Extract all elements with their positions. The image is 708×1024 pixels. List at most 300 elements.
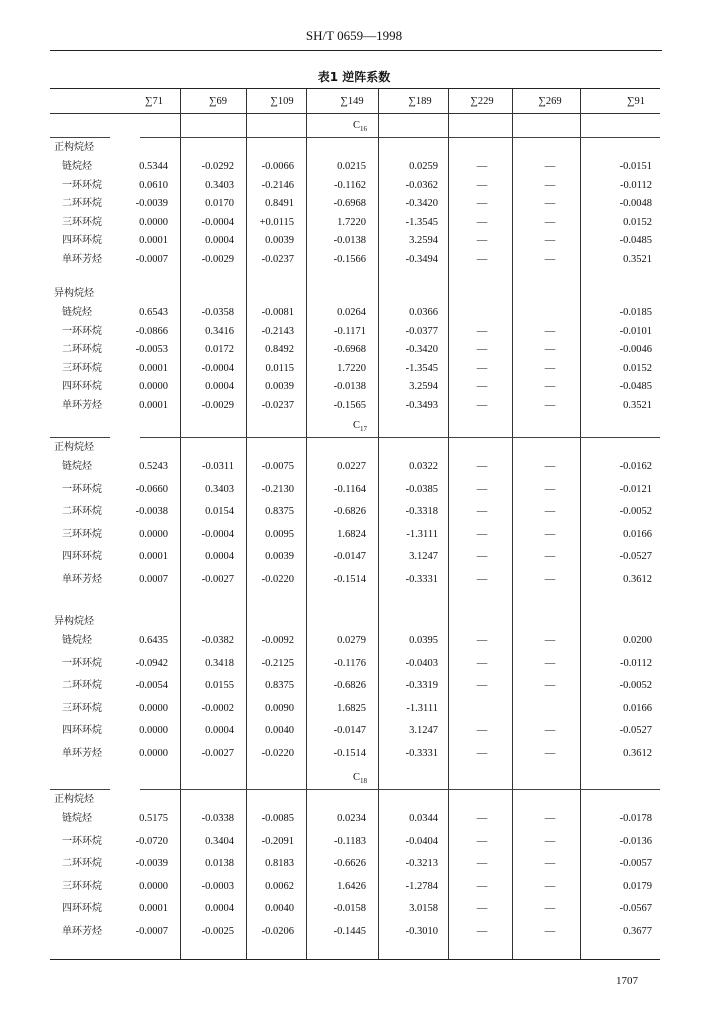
table-cell: —	[476, 461, 488, 472]
column-header: ∑269	[538, 96, 562, 107]
table-cell: 0.0000	[139, 880, 168, 892]
table-cell: —	[544, 235, 556, 246]
table-cell: 0.6435	[139, 635, 168, 646]
table-cell: —	[544, 680, 556, 691]
table-cell: 0.0004	[205, 551, 234, 562]
table-cell: 0.0259	[409, 161, 438, 172]
table-cell: 0.0090	[265, 702, 294, 714]
table-cell: -0.6968	[333, 198, 366, 209]
table-cell: -0.0237	[261, 399, 294, 411]
table-cell: —	[544, 813, 556, 824]
table-cell: -0.3420	[405, 198, 438, 209]
table-cell: 0.0170	[205, 198, 234, 209]
table-cell: -0.6626	[333, 858, 366, 869]
row-label: 二环环烷	[62, 506, 102, 517]
table-cell: 0.0344	[409, 813, 438, 824]
row-label: 单环芳烃	[62, 399, 102, 411]
table-cell: 0.0004	[205, 381, 234, 392]
table-cell: 0.3677	[623, 925, 652, 937]
table-cell: -0.2143	[261, 325, 294, 337]
table-cell: 0.0095	[265, 528, 294, 540]
table-cell: -1.3545	[405, 216, 438, 228]
table-cell: -0.3213	[405, 858, 438, 869]
table-cell: —	[476, 880, 488, 892]
row-label: 四环环烷	[62, 381, 102, 392]
table-cell: —	[544, 506, 556, 517]
table-cell: —	[476, 235, 488, 246]
table-cell: —	[476, 725, 488, 736]
column-header: ∑149	[340, 96, 364, 107]
table-cell: -0.0527	[619, 551, 652, 562]
table-cell: -0.0147	[333, 551, 366, 562]
table-cell: -0.0362	[405, 179, 438, 191]
table-cell: 0.0279	[337, 635, 366, 646]
table-cell: —	[544, 399, 556, 411]
table-cell: —	[476, 253, 488, 265]
page-number: 1707	[616, 975, 638, 987]
table-cell: -0.3319	[405, 680, 438, 691]
carbon-label: C	[352, 420, 360, 431]
table-cell: -0.0121	[619, 483, 652, 495]
table-cell: —	[476, 362, 488, 374]
table-cell: -0.0237	[261, 253, 294, 265]
table-cell: -0.0136	[619, 835, 652, 847]
table-cell: 1.7220	[337, 362, 366, 374]
row-label: 二环环烷	[62, 198, 102, 209]
table-cell: -0.0866	[135, 325, 168, 337]
table-cell: —	[476, 344, 488, 355]
table-cell: 0.6543	[139, 307, 168, 318]
table-cell: -0.1171	[334, 325, 366, 337]
table-cell: -0.0101	[619, 325, 652, 337]
section-header	[320, 119, 400, 136]
row-label: 链烷烃	[62, 461, 92, 472]
table-cell: —	[476, 179, 488, 191]
table-cell: -0.3420	[405, 344, 438, 355]
table-cell: —	[544, 835, 556, 847]
group-title: 正构烷烃	[54, 142, 94, 153]
table-cell: -0.0567	[619, 903, 652, 914]
table-cell: 1.7220	[337, 216, 366, 228]
row-label: 二环环烷	[62, 858, 102, 869]
table-cell: -0.0403	[405, 657, 438, 669]
table-cell: -0.1162	[334, 179, 366, 191]
table-cell: —	[476, 813, 488, 824]
row-label: 四环环烷	[62, 235, 102, 246]
table-cell: -0.0075	[261, 461, 294, 472]
table-cell: —	[476, 483, 488, 495]
table-cell: —	[476, 381, 488, 392]
table-cell: 0.0001	[139, 399, 168, 411]
table-cell: 0.0610	[139, 179, 168, 191]
column-header: ∑189	[408, 96, 432, 107]
carbon-subscript: 18	[360, 777, 367, 786]
table-cell: 0.0227	[337, 461, 366, 472]
row-label: 链烷烃	[62, 635, 92, 646]
table-cell: 0.0000	[139, 381, 168, 392]
row-label: 三环环烷	[62, 528, 102, 540]
table-cell: -0.3010	[405, 925, 438, 937]
coefficient-table	[50, 88, 660, 960]
table-cell: —	[476, 198, 488, 209]
table-cell: —	[544, 325, 556, 337]
table-cell: —	[544, 381, 556, 392]
table-cell: -0.0206	[261, 925, 294, 937]
table-cell: —	[476, 635, 488, 646]
table-cell: -0.0660	[135, 483, 168, 495]
carbon-label: C	[352, 772, 360, 783]
carbon-subscript: 16	[360, 125, 367, 134]
table-cell: -0.0004	[201, 362, 234, 374]
table-cell: -0.3318	[405, 506, 438, 517]
table-cell: -0.1565	[333, 399, 366, 411]
table-cell: -0.1514	[333, 573, 366, 585]
table-cell: —	[544, 725, 556, 736]
row-label: 三环环烷	[62, 362, 102, 374]
table-cell: 0.3418	[205, 657, 234, 669]
table-cell: -0.3331	[405, 573, 438, 585]
table-cell: 0.0039	[265, 235, 294, 246]
table-cell: -0.6826	[333, 680, 366, 691]
table-cell: -0.0377	[405, 325, 438, 337]
table-cell: -0.0138	[333, 381, 366, 392]
table-cell: —	[544, 179, 556, 191]
row-label: 三环环烷	[62, 880, 102, 892]
table-cell: —	[476, 216, 488, 228]
table-cell: -0.0220	[261, 573, 294, 585]
table-cell: -0.0358	[201, 307, 234, 318]
table-cell: 0.8183	[265, 858, 294, 869]
table-cell: -0.0046	[619, 344, 652, 355]
table-cell: -0.1445	[333, 925, 366, 937]
table-cell: 0.0004	[205, 725, 234, 736]
carbon-subscript: 17	[360, 425, 367, 434]
table-cell: 0.8375	[265, 506, 294, 517]
table-cell: 0.8492	[265, 344, 294, 355]
group-title: 正构烷烃	[54, 794, 94, 805]
table-cell: 1.6824	[337, 528, 366, 540]
table-cell: 0.0322	[409, 461, 438, 472]
table-cell: -0.2091	[261, 835, 294, 847]
table-cell: -0.2146	[261, 179, 294, 191]
table-cell: -0.0029	[201, 253, 234, 265]
table-cell: -0.0048	[619, 198, 652, 209]
section-header	[320, 771, 400, 788]
table-cell: —	[544, 461, 556, 472]
table-cell: -0.1176	[334, 657, 366, 669]
table-cell: -0.0151	[619, 161, 652, 172]
row-label: 三环环烷	[62, 216, 102, 228]
table-cell: 0.0200	[623, 635, 652, 646]
table-cell: —	[544, 362, 556, 374]
group-title: 正构烷烃	[54, 442, 94, 453]
row-label: 一环环烷	[62, 835, 102, 847]
table-cell: -0.0057	[619, 858, 652, 869]
table-cell: 0.0001	[139, 235, 168, 246]
page-header: SH/T 0659—1998	[305, 28, 403, 43]
row-label: 二环环烷	[62, 344, 102, 355]
section-header	[320, 419, 400, 436]
table-cell: 0.0000	[139, 725, 168, 736]
table-cell: -0.0039	[135, 858, 168, 869]
table-cell: -0.0158	[333, 903, 366, 914]
header-rule	[50, 50, 662, 51]
row-label: 一环环烷	[62, 657, 102, 669]
table-cell: -0.0220	[261, 747, 294, 759]
table-cell: 0.0366	[409, 307, 438, 318]
table-cell: -0.1183	[334, 835, 366, 847]
table-cell: —	[544, 198, 556, 209]
table-cell: 0.3521	[623, 253, 652, 265]
table-cell: 0.0172	[205, 344, 234, 355]
table-cell: -0.0007	[135, 253, 168, 265]
table-cell: —	[476, 925, 488, 937]
table-cell: 0.0155	[205, 680, 234, 691]
table-cell: 0.3403	[205, 179, 234, 191]
table-cell: 0.0000	[139, 747, 168, 759]
table-cell: +0.0115	[259, 216, 294, 228]
table-cell: -0.0138	[333, 235, 366, 246]
table-cell: -0.0162	[619, 461, 652, 472]
table-cell: -1.3111	[406, 528, 438, 540]
table-cell: —	[476, 551, 488, 562]
table-cell: —	[476, 747, 488, 759]
table-cell: -0.0112	[620, 179, 652, 191]
table-cell: —	[544, 880, 556, 892]
table-cell: —	[476, 680, 488, 691]
table-cell: 0.3521	[623, 399, 652, 411]
table-cell: -0.3493	[405, 399, 438, 411]
table-cell: 0.0264	[337, 307, 366, 318]
table-cell: —	[476, 161, 488, 172]
table-cell: 0.8491	[265, 198, 294, 209]
table-cell: —	[544, 903, 556, 914]
column-divider	[448, 89, 449, 959]
table-cell: —	[544, 161, 556, 172]
table-cell: —	[544, 657, 556, 669]
row-label: 一环环烷	[62, 483, 102, 495]
table-cell: 3.1247	[409, 551, 438, 562]
table-cell: 0.0395	[409, 635, 438, 646]
header-rule	[50, 113, 660, 114]
table-cell: 0.0040	[265, 903, 294, 914]
row-label: 四环环烷	[62, 903, 102, 914]
table-cell: 0.0215	[337, 161, 366, 172]
table-cell: 0.0007	[139, 573, 168, 585]
table-cell: -0.0054	[135, 680, 168, 691]
table-cell: -0.0002	[201, 702, 234, 714]
table-cell: —	[476, 573, 488, 585]
row-label: 单环芳烃	[62, 573, 102, 585]
table-cell: -0.0029	[201, 399, 234, 411]
table-cell: -0.0311	[202, 461, 234, 472]
table-cell: —	[544, 551, 556, 562]
table-cell: 0.0040	[265, 725, 294, 736]
table-cell: 0.0000	[139, 702, 168, 714]
table-cell: -0.0039	[135, 198, 168, 209]
row-label: 三环环烷	[62, 702, 102, 714]
section-rule	[140, 137, 660, 138]
table-cell: -1.3545	[405, 362, 438, 374]
section-rule	[140, 437, 660, 438]
table-cell: —	[476, 528, 488, 540]
table-cell: —	[544, 747, 556, 759]
table-cell: 0.0062	[265, 880, 294, 892]
row-label: 链烷烃	[62, 161, 92, 172]
table-cell: -0.1164	[334, 483, 366, 495]
table-cell: -0.2125	[261, 657, 294, 669]
table-cell: 0.3403	[205, 483, 234, 495]
table-cell: —	[544, 573, 556, 585]
section-rule	[50, 137, 110, 138]
group-title: 异构烷烃	[54, 288, 94, 299]
row-label: 一环环烷	[62, 325, 102, 337]
table-cell: 0.3612	[623, 573, 652, 585]
table-cell: -0.0185	[619, 307, 652, 318]
table-cell: 0.0001	[139, 903, 168, 914]
table-cell: -0.0004	[201, 216, 234, 228]
table-cell: -0.3331	[405, 747, 438, 759]
table-cell: —	[544, 216, 556, 228]
table-cell: -0.0720	[135, 835, 168, 847]
table-cell: -0.0147	[333, 725, 366, 736]
table-cell: -0.0382	[201, 635, 234, 646]
table-cell: 0.0001	[139, 551, 168, 562]
table-cell: -0.0092	[261, 635, 294, 646]
table-cell: —	[544, 858, 556, 869]
table-cell: 3.0158	[409, 903, 438, 914]
table-cell: —	[544, 925, 556, 937]
table-cell: 0.0000	[139, 216, 168, 228]
column-header: ∑229	[470, 96, 494, 107]
table-cell: -0.0081	[261, 307, 294, 318]
table-cell: -0.1566	[333, 253, 366, 265]
table-cell: -0.6968	[333, 344, 366, 355]
row-label: 单环芳烃	[62, 925, 102, 937]
table-cell: 0.3404	[205, 835, 234, 847]
table-cell: -0.0066	[261, 161, 294, 172]
table-cell: -0.0404	[405, 835, 438, 847]
table-cell: —	[544, 253, 556, 265]
table-cell: 0.0166	[623, 528, 652, 540]
row-label: 一环环烷	[62, 179, 102, 191]
table-cell: 0.0000	[139, 528, 168, 540]
table-cell: -0.0052	[619, 680, 652, 691]
row-label: 单环芳烃	[62, 253, 102, 265]
section-rule	[50, 789, 110, 790]
row-label: 链烷烃	[62, 813, 92, 824]
row-label: 四环环烷	[62, 551, 102, 562]
column-header: ∑71	[145, 96, 163, 107]
table-cell: 0.0004	[205, 903, 234, 914]
table-cell: -0.2130	[261, 483, 294, 495]
table-cell: -1.2784	[405, 880, 438, 892]
row-label: 四环环烷	[62, 725, 102, 736]
table-cell: -0.0003	[201, 880, 234, 892]
table-cell: -0.0025	[201, 925, 234, 937]
table-cell: 0.0115	[265, 362, 294, 374]
table-cell: -0.0485	[619, 381, 652, 392]
table-cell: —	[544, 635, 556, 646]
table-cell: 3.2594	[409, 235, 438, 246]
table-cell: —	[476, 325, 488, 337]
table-cell: -0.0053	[135, 344, 168, 355]
table-cell: -0.0085	[261, 813, 294, 824]
table-cell: -0.1514	[333, 747, 366, 759]
table-cell: —	[476, 657, 488, 669]
table-cell: 3.1247	[409, 725, 438, 736]
table-cell: -0.0178	[619, 813, 652, 824]
table-cell: 3.2594	[409, 381, 438, 392]
table-cell: -0.0038	[135, 506, 168, 517]
group-title: 异构烷烃	[54, 616, 94, 627]
table-cell: -0.0052	[619, 506, 652, 517]
table-cell: -0.0007	[135, 925, 168, 937]
table-cell: —	[476, 903, 488, 914]
table-cell: 0.0004	[205, 235, 234, 246]
table-cell: 0.5344	[139, 161, 168, 172]
table-cell: 0.0179	[623, 880, 652, 892]
table-cell: 0.0152	[623, 362, 652, 374]
table-cell: —	[476, 858, 488, 869]
table-title: 表1 逆阵系数	[317, 70, 391, 84]
table-cell: —	[476, 399, 488, 411]
section-rule	[50, 437, 110, 438]
table-cell: 0.0039	[265, 381, 294, 392]
table-cell: 0.0152	[623, 216, 652, 228]
table-cell: 0.0166	[623, 702, 652, 714]
table-cell: —	[476, 835, 488, 847]
table-cell: -0.0004	[201, 528, 234, 540]
table-cell: -0.3494	[405, 253, 438, 265]
row-label: 链烷烃	[62, 307, 92, 318]
table-cell: 0.0039	[265, 551, 294, 562]
carbon-label: C	[352, 120, 360, 131]
table-cell: -0.0112	[620, 657, 652, 669]
table-cell: 0.0234	[337, 813, 366, 824]
table-cell: —	[544, 344, 556, 355]
section-rule	[140, 789, 660, 790]
table-cell: 0.0138	[205, 858, 234, 869]
table-cell: 0.5243	[139, 461, 168, 472]
table-cell: -0.0027	[201, 747, 234, 759]
table-cell: 0.5175	[139, 813, 168, 824]
table-cell: -0.0485	[619, 235, 652, 246]
row-label: 单环芳烃	[62, 747, 102, 759]
table-cell: -0.6826	[333, 506, 366, 517]
table-cell: -0.0292	[201, 161, 234, 172]
table-cell: -0.0385	[405, 483, 438, 495]
column-header: ∑69	[209, 96, 227, 107]
table-cell: 0.3416	[205, 325, 234, 337]
table-cell: -0.0527	[619, 725, 652, 736]
table-cell: -1.3111	[406, 702, 438, 714]
table-cell: 0.0001	[139, 362, 168, 374]
table-cell: -0.0942	[135, 657, 168, 669]
column-header: ∑91	[627, 96, 645, 107]
table-cell: -0.0338	[201, 813, 234, 824]
table-cell: 1.6426	[337, 880, 366, 892]
column-header: ∑109	[270, 96, 294, 107]
row-label: 二环环烷	[62, 680, 102, 691]
table-cell: 0.0154	[205, 506, 234, 517]
table-cell: 0.8375	[265, 680, 294, 691]
table-cell: 0.3612	[623, 747, 652, 759]
table-cell: —	[476, 506, 488, 517]
table-cell: —	[544, 483, 556, 495]
table-cell: -0.0027	[201, 573, 234, 585]
table-cell: 1.6825	[337, 702, 366, 714]
